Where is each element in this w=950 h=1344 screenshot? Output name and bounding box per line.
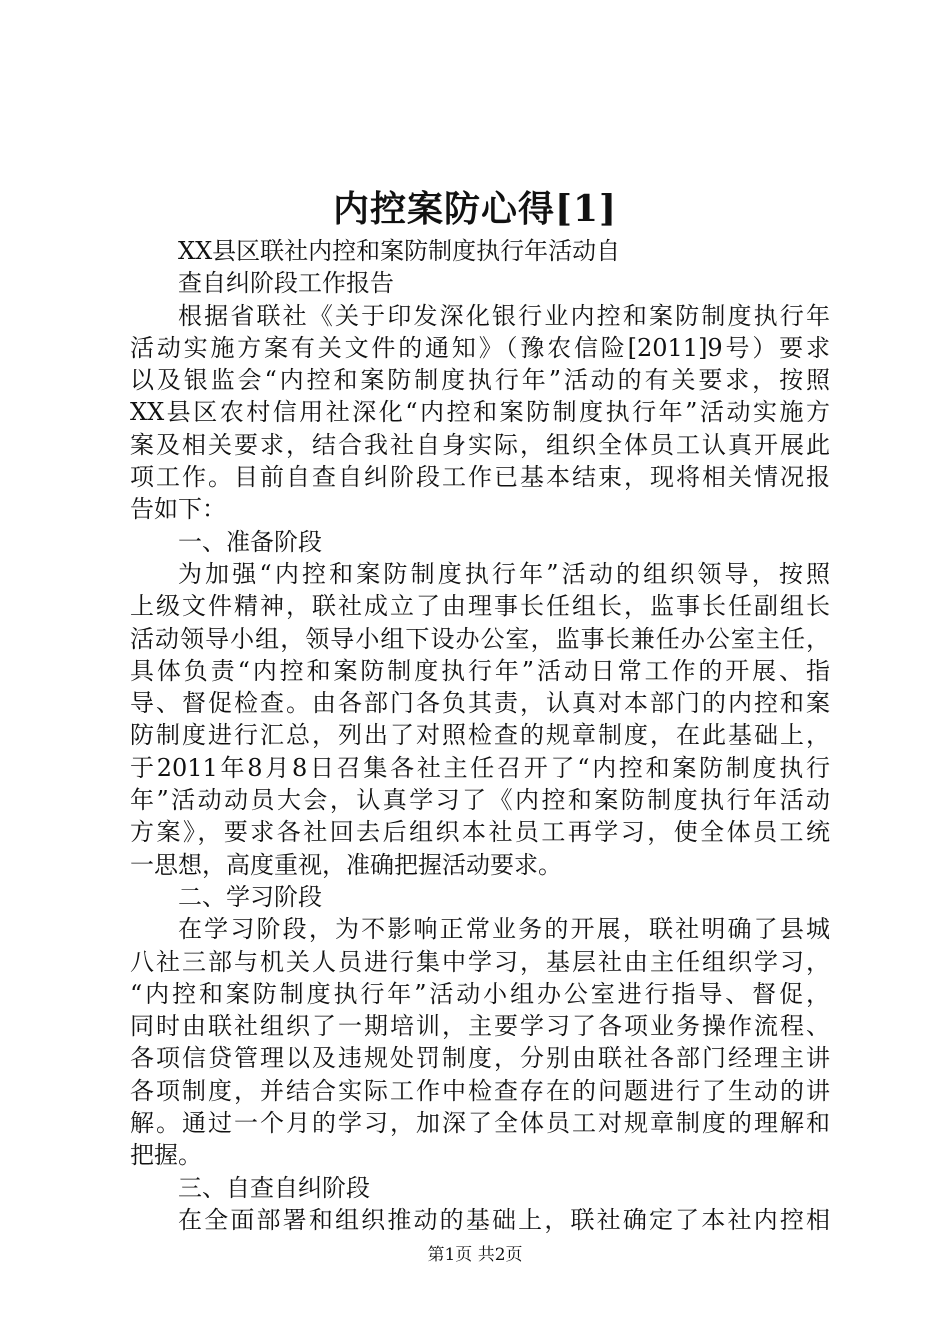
text-line: 二、学习阶段 (178, 882, 322, 911)
text-line: 根据省联社《关于印发深化银行业内控和案防制度执行年 (178, 301, 830, 330)
text-line: 把握。 (130, 1141, 202, 1170)
text-line: 同时由联社组织了一期培训，主要学习了各项业务操作流程、 (130, 1012, 830, 1041)
text-line: 三、自查自纠阶段 (178, 1173, 370, 1202)
page-title: 内控案防心得[1] (332, 188, 618, 230)
text-line: 解。通过一个月的学习，加深了全体员工对规章制度的理解和 (130, 1109, 830, 1138)
text-line: 为加强“内控和案防制度执行年”活动的组织领导，按照 (178, 559, 830, 588)
text-line: 于2011年8月8日召集各社主任召开了“内控和案防制度执行 (130, 753, 830, 782)
text-line: 以及银监会“内控和案防制度执行年”活动的有关要求，按照 (130, 366, 830, 395)
text-line: 在学习阶段，为不影响正常业务的开展，联社明确了县城 (178, 915, 830, 944)
text-line: 各项制度，并结合实际工作中检查存在的问题进行了生动的讲 (130, 1076, 830, 1105)
text-line: 导、督促检查。由各部门各负其责，认真对本部门的内控和案 (130, 689, 830, 718)
text-line: 活动领导小组，领导小组下设办公室，监事长兼任办公室主任， (130, 624, 830, 653)
text-line: XX县区农村信用社深化“内控和案防制度执行年”活动实施方 (130, 398, 830, 427)
text-line: 年”活动动员大会，认真学习了《内控和案防制度执行年活动 (130, 786, 830, 815)
text-line: 具体负责“内控和案防制度执行年”活动日常工作的开展、指 (130, 656, 830, 685)
text-line: 在全面部署和组织推动的基础上，联社确定了本社内控相 (178, 1205, 830, 1234)
text-line: 一、准备阶段 (178, 527, 322, 556)
text-line: 上级文件精神，联社成立了由理事长任组长，监事长任副组长 (130, 592, 830, 621)
text-line: 一思想，高度重视，准确把握活动要求。 (130, 850, 562, 879)
text-line: 告如下： (130, 495, 226, 524)
text-line: 查自纠阶段工作报告 (178, 269, 394, 298)
text-line: 八社三部与机关人员进行集中学习，基层社由主任组织学习， (130, 947, 830, 976)
text-line: XX县区联社内控和案防制度执行年活动自 (178, 237, 621, 265)
text-line: “内控和案防制度执行年”活动小组办公室进行指导、督促， (130, 979, 830, 1008)
text-line: 方案》，要求各社回去后组织本社员工再学习，使全体员工统 (130, 818, 830, 847)
text-line: 防制度进行汇总，列出了对照检查的规章制度，在此基础上， (130, 721, 830, 750)
text-line: 案及相关要求，结合我社自身实际，组织全体员工认真开展此 (130, 430, 830, 459)
text-line: 活动实施方案有关文件的通知》（豫农信险[2011]9号）要求 (130, 333, 830, 362)
text-line: 项工作。目前自查自纠阶段工作已基本结束，现将相关情况报 (130, 463, 830, 492)
text-line: 各项信贷管理以及违规处罚制度，分别由联社各部门经理主讲 (130, 1044, 830, 1073)
document-body (130, 235, 830, 1236)
page-footer: 第1页 共2页 (427, 1245, 523, 1265)
